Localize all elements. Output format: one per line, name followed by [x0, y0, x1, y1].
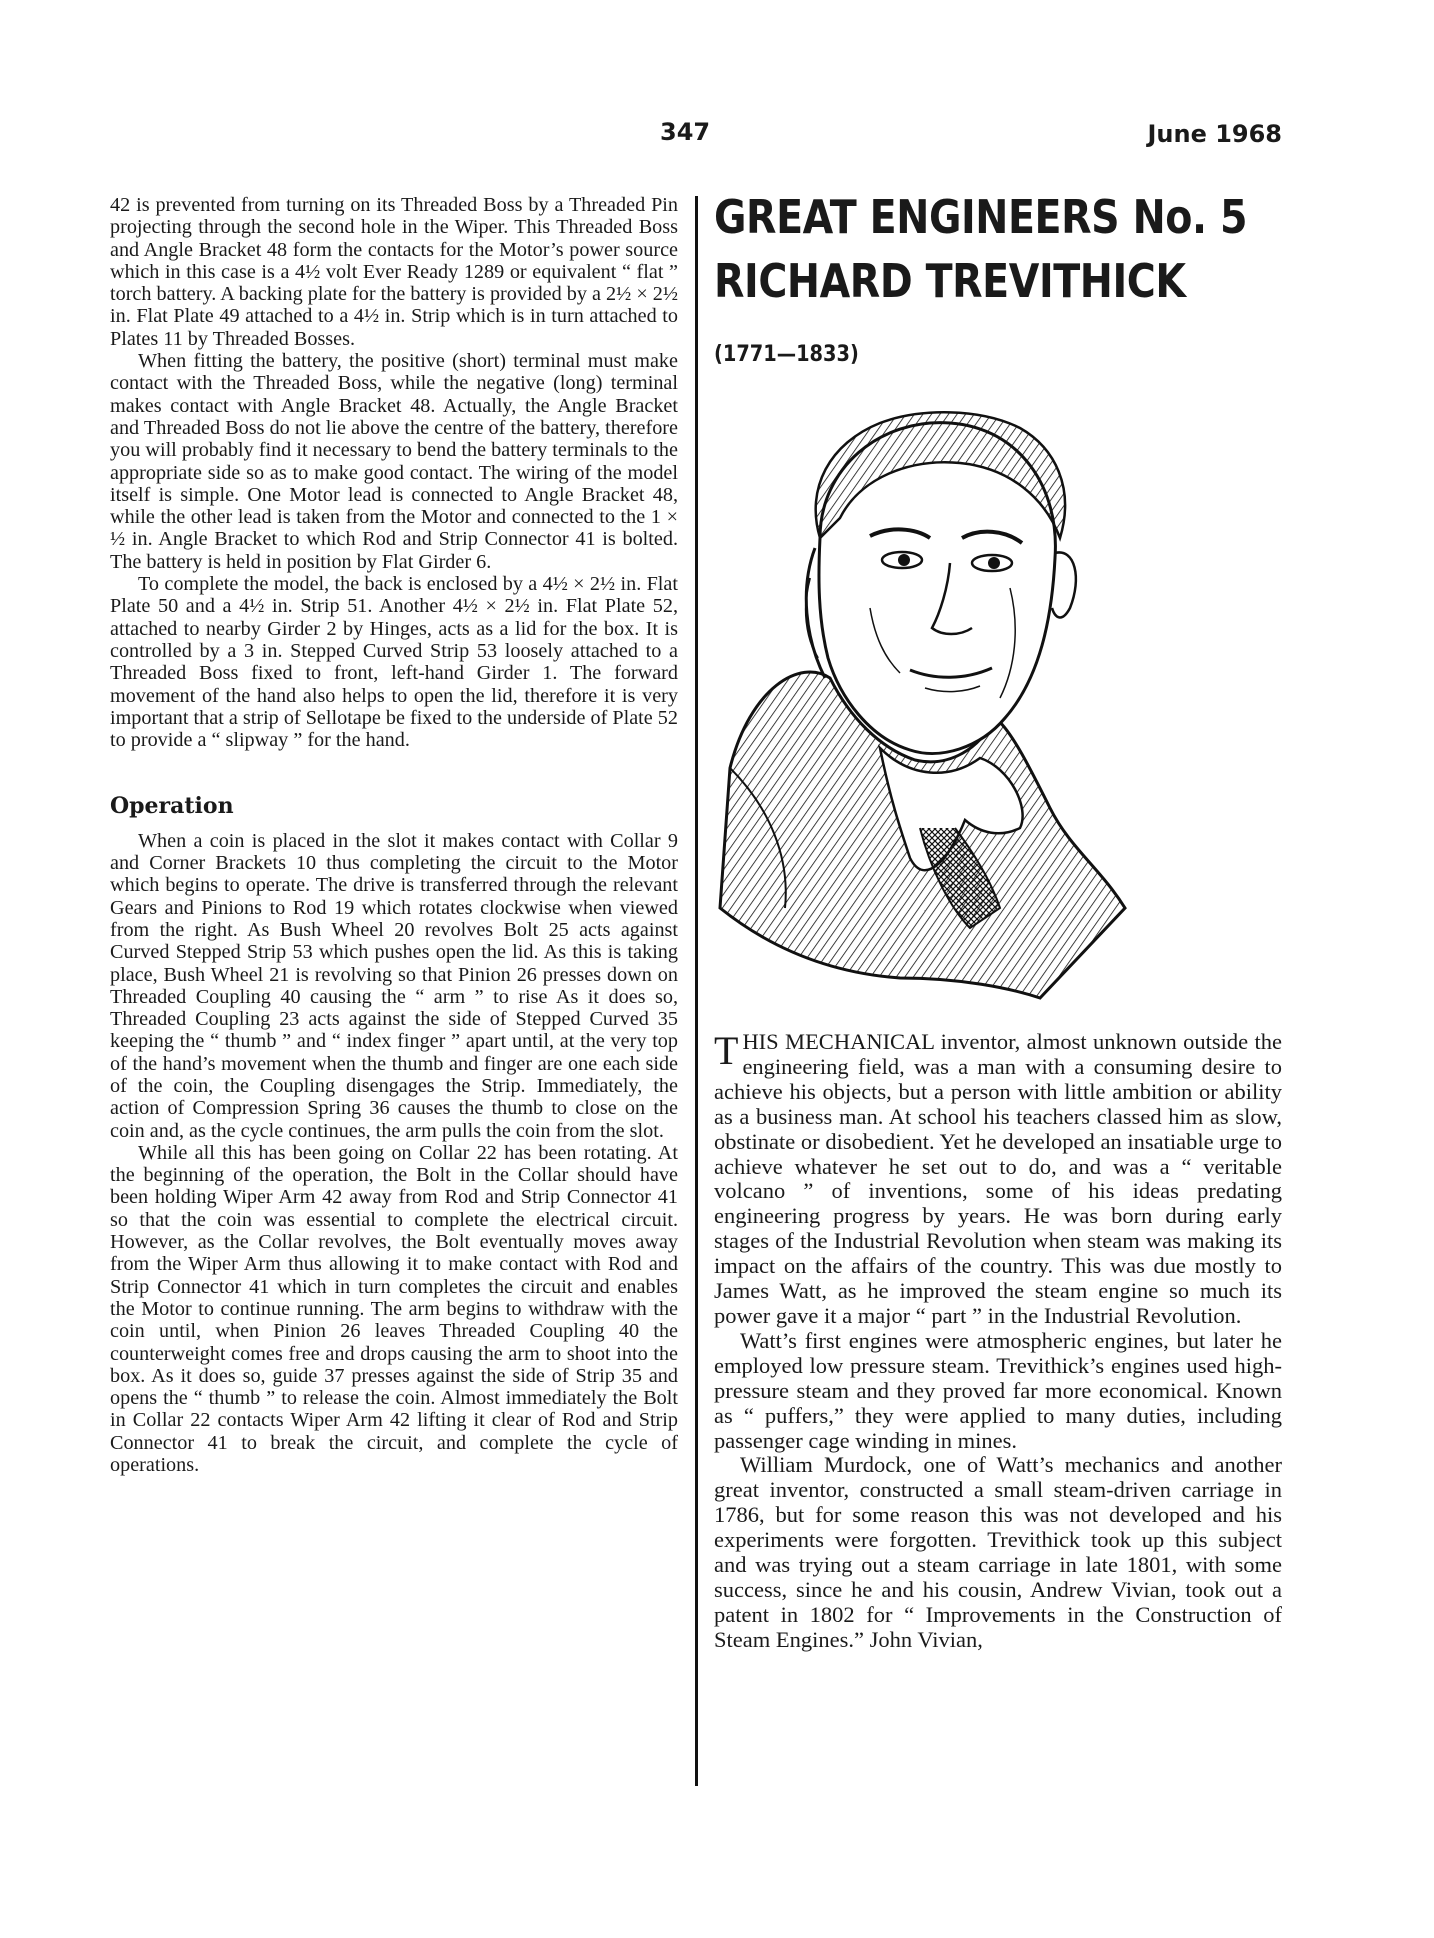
portrait-illustration: [710, 388, 1140, 1008]
page-date: June 1968: [1147, 120, 1282, 148]
paragraph: When a coin is placed in the slot it makes contact with Collar 9 and Corner Brackets 10 thus completing the circuit to the Motor which begins to operate. The drive is transferred through the relevant Gears and Pinions to Rod 19 which rotates clockwise when viewed from the right. As Bush Wheel 20 revolves Bolt 25 acts against Curved Stepped Strip 53 which pushes open the lid. As this is taking place, Bush Wheel 21 is revolving so that Pinion 26 presses down on Threaded Coupling 40 causing the “ arm ” to rise As it does so, Threaded Coupling 23 acts against the side of Stepped Curved 35 keeping the “ thumb ” and “ index finger ” apart until, at the very top of the hand’s movement when the thumb and finger are one each side of the coin, the Coupling disengages the Strip. Immediately, the action of Compression Spring 36 causes the thumb to close on the coin and, as the cycle continues, the arm pulls the coin from the slot.: [110, 829, 678, 1142]
paragraph: [714, 1030, 1282, 1329]
series-title: GREAT ENGINEERS No. 5: [714, 190, 1248, 244]
paragraph: To complete the model, the back is enclosed by a 4½ × 2½ in. Flat Plate 50 and a 4½ in. Strip 51. Another 4½ × 2½ in. Flat Plate 52, attached to nearby Girder 2 by Hinges, acts as a lid for the box. It is controlled by a 3 in. Stepped Curved Strip 53 loosely attached to a Threaded Boss fixed to front, left-hand Girder 1. The forward movement of the hand also helps to open the lid, therefore it is very important that a strip of Sellotape be fixed to the underside of Plate 52 to provide a “ slipway ” for the hand.: [110, 573, 678, 752]
paragraph: While all this has been going on Collar 22 has been rotating. At the beginning of the operation, the Bolt in the Collar should have been holding Wiper Arm 42 away from Rod and Strip Connector 41 so that the coin was essential to complete the electrical circuit. However, as the Collar revolves, the Bolt eventually moves away from the Wiper Arm thus allowing it to make contact with Rod and Strip Connector 41 which in turn completes the circuit and enables the Motor to continue running. The arm begins to withdraw with the coin until, when Pinion 26 leaves Threaded Coupling 40 the counterweight comes free and drops causing the arm to shoot into the box. As it does so, guide 37 presses against the side of Strip 35 and opens the “ thumb ” to release the coin. Almost immediately the Bolt in Collar 22 contacts Wiper Arm 42 lifting it clear of Rod and Strip Connector 41 to break the circuit, and complete the cycle of operations.: [110, 1141, 678, 1477]
article-title: RICHARD TREVITHICK: [714, 254, 1186, 308]
article-body: [714, 1030, 1282, 1653]
left-column: [110, 194, 678, 1476]
column-divider: [695, 196, 698, 1786]
drop-cap: T: [714, 1028, 739, 1073]
paragraph: When fitting the battery, the positive (short) terminal must make contact with the Threaded Boss, while the negative (long) terminal makes contact with Angle Bracket 48. Actually, the Angle Bracket and Threaded Boss do not lie above the centre of the battery, therefore you will probably find it necessary to bend the battery terminals to the appropriate side so as to make good contact. The wiring of the model itself is simple. One Motor lead is connected to Angle Bracket 48, while the other lead is taken from the Motor and connected to the 1 × ½ in. Angle Bracket to which Rod and Strip Connector 41 is bolted. The battery is held in position by Flat Girder 6.: [110, 350, 678, 573]
lifespan-dates: (1771—1833): [714, 342, 859, 367]
section-heading: Operation: [110, 793, 234, 820]
paragraph: Watt’s first engines were atmospheric engines, but later he employed low pressure steam. Trevithick’s engines used high-pressure steam and they proved far more economical. Known as “ puffers,” they were applied to many duties, including passenger cage winding in mines.: [714, 1327, 1282, 1453]
paragraph-text: HIS MECHANICAL inventor, almost unknown outside the engineering field, was a man with a consuming desire to achieve his objects, but a person with little ambition or ability as a business man. At school his teachers classed him as slow, obstinate or disobedient. Yet he developed an insatiable urge to achieve whatever he set out to do, and was a “ veritable volcano ” of inventions, some of his ideas predating engineering progress by years. He was born during early stages of the Industrial Revolution when steam was making its impact on the affairs of the country. This was due mostly to James Watt, as he improved the steam engine so much its power gave it a major “ part ” in the Industrial Revolution.: [714, 1029, 1282, 1328]
page-number: 347: [660, 118, 711, 146]
paragraph: 42 is prevented from turning on its Threaded Boss by a Threaded Pin projecting through the second hole in the Wiper. This Threaded Boss and Angle Bracket 48 form the contacts for the Motor’s power source which in this case is a 4½ volt Ever Ready 1289 or equivalent “ flat ” torch battery. A backing plate for the battery is provided by a 2½ × 2½ in. Flat Plate 49 attached to a 4½ in. Strip which is in turn attached to Plates 11 by Threaded Bosses.: [110, 194, 678, 350]
paragraph: William Murdock, one of Watt’s mechanics and another great inventor, constructed a small steam-driven carriage in 1786, but for some reason this was not developed and his experiments were forgotten. Trevithick took up this subject and was trying out a steam carriage in late 1801, with some success, since he and his cousin, Andrew Vivian, took out a patent in 1802 for “ Improvements in the Construction of Steam Engines.” John Vivian,: [714, 1452, 1282, 1652]
right-column-header: [714, 188, 1282, 367]
